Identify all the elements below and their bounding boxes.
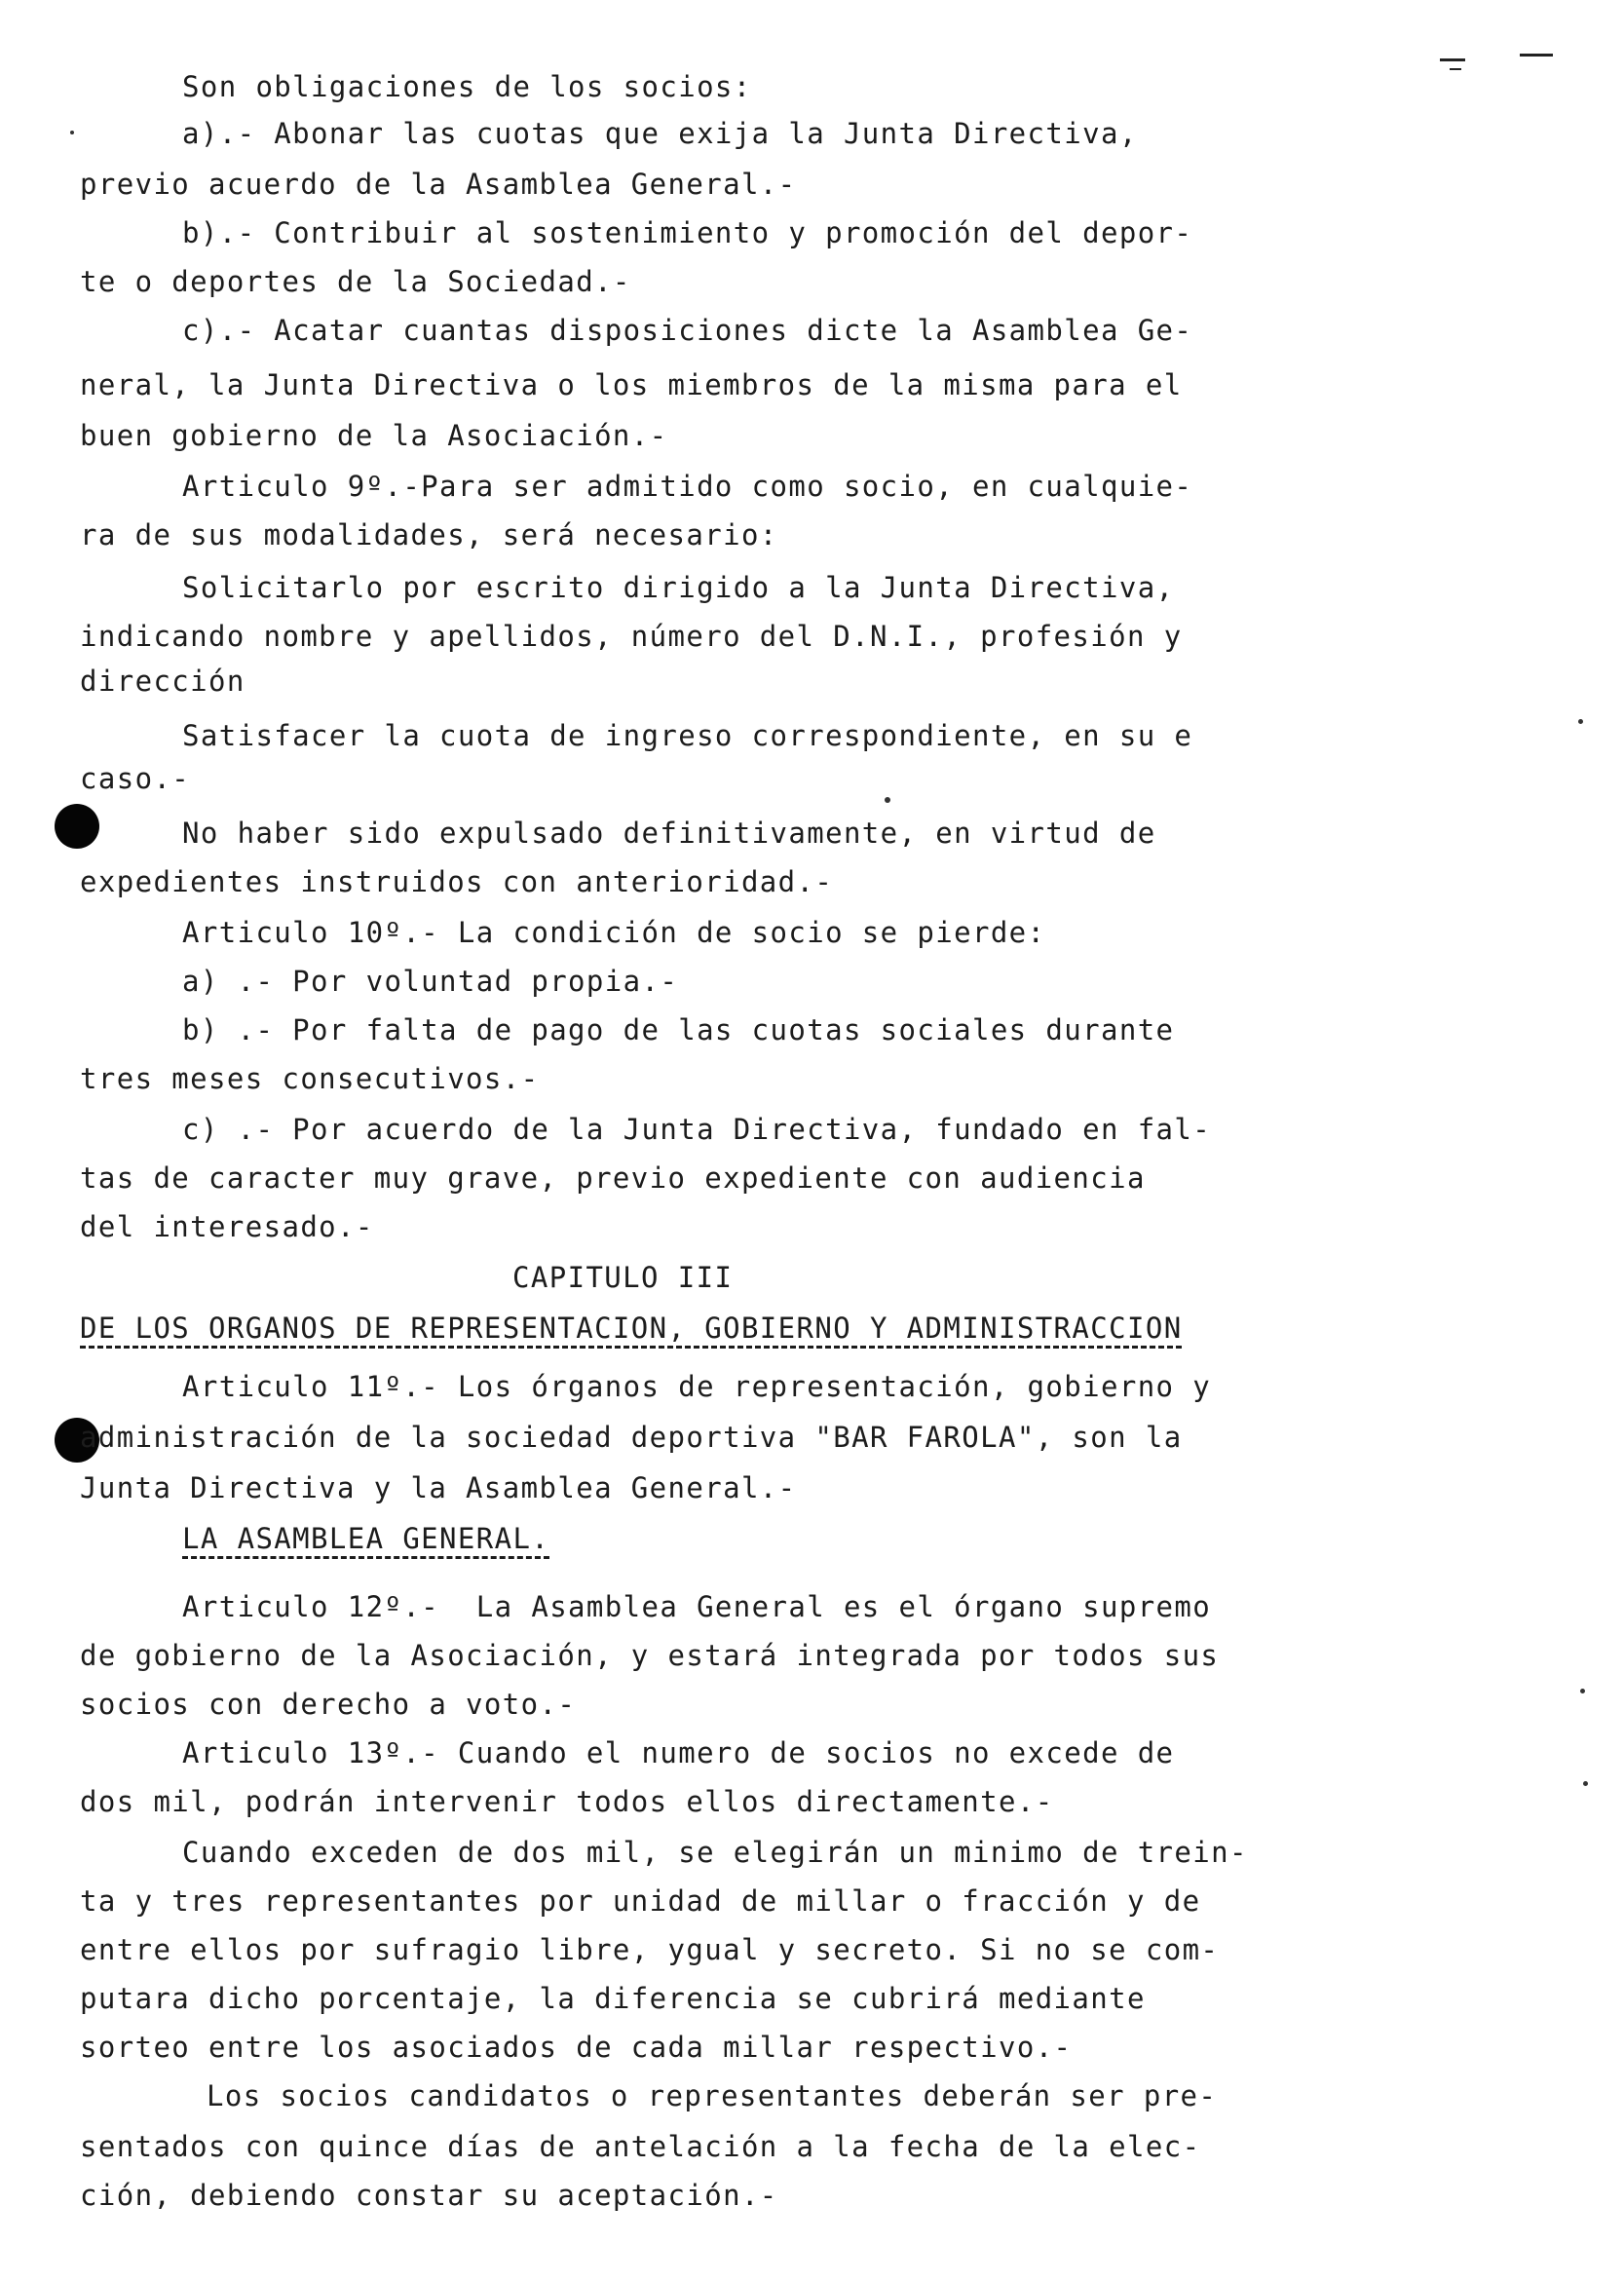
text-line: Articulo 9º.-Para ser admitido como socio, en cualquie- — [182, 470, 1193, 503]
chapter-subheading: DE LOS ORGANOS DE REPRESENTACION, GOBIERNO Y ADMINISTRACCION — [80, 1312, 1183, 1345]
text-line: Articulo 11º.- Los órganos de representación, gobierno y — [182, 1370, 1212, 1403]
text-line: Junta Directiva y la Asamblea General.- — [80, 1471, 797, 1504]
text-line: b).- Contribuir al sostenimiento y promoción del depor- — [182, 216, 1193, 249]
text-line: No haber sido expulsado definitivamente, en virtud de — [182, 817, 1156, 850]
text-line: administración de la sociedad deportiva "BAR FAROLA", son la — [80, 1421, 1183, 1454]
text-line: Solicitarlo por escrito dirigido a la Junta Directiva, — [182, 571, 1175, 604]
text-line: Los socios candidatos o representantes deberán ser pre- — [207, 2079, 1218, 2112]
text-line: neral, la Junta Directiva o los miembros de la misma para el — [80, 368, 1183, 401]
text-line: sorteo entre los asociados de cada millar respectivo.- — [80, 2031, 1073, 2064]
chapter-heading: CAPITULO III — [512, 1261, 734, 1294]
text-line: b) .- Por falta de pago de las cuotas sociales durante — [182, 1013, 1175, 1046]
text-line: c) .- Por acuerdo de la Junta Directiva, fundado en fal- — [182, 1113, 1212, 1146]
text-line: indicando nombre y apellidos, número del D.N.I., profesión y — [80, 620, 1183, 653]
text-line: tas de caracter muy grave, previo expediente con audiencia — [80, 1161, 1146, 1195]
text-line: tres meses consecutivos.- — [80, 1062, 540, 1095]
text-line: a).- Abonar las cuotas que exija la Junta Directiva, — [182, 117, 1138, 150]
margin-mark — [1440, 58, 1465, 61]
text-line: caso.- — [80, 762, 191, 795]
paper-speck — [1578, 719, 1583, 724]
paper-speck — [70, 131, 74, 134]
section-heading: LA ASAMBLEA GENERAL. — [182, 1522, 550, 1555]
paper-speck — [1580, 1689, 1585, 1693]
text-line: Articulo 12º.- La Asamblea General es el órgano supremo — [182, 1590, 1212, 1623]
text-line: del interesado.- — [80, 1210, 374, 1243]
text-line: Articulo 13º.- Cuando el numero de socios no excede de — [182, 1736, 1175, 1769]
text-line: socios con derecho a voto.- — [80, 1688, 577, 1721]
text-line: te o deportes de la Sociedad.- — [80, 265, 631, 298]
text-line: sentados con quince días de antelación a la fecha de la elec- — [80, 2130, 1201, 2163]
text-line: ra de sus modalidades, será necesario: — [80, 518, 778, 551]
text-line: dos mil, podrán intervenir todos ellos directamente.- — [80, 1785, 1054, 1818]
text-line: c).- Acatar cuantas disposiciones dicte la Asamblea Ge- — [182, 314, 1193, 347]
paper-speck — [885, 797, 890, 803]
text-line: dirección — [80, 665, 245, 698]
margin-mark — [1450, 68, 1461, 70]
text-line: ta y tres representantes por unidad de millar o fracción y de — [80, 1884, 1201, 1918]
text-line: a) .- Por voluntad propia.- — [182, 965, 679, 998]
text-line: Articulo 10º.- La condición de socio se pierde: — [182, 916, 1046, 949]
text-line: de gobierno de la Asociación, y estará integrada por todos sus — [80, 1639, 1220, 1672]
text-line: Satisfacer la cuota de ingreso correspondiente, en su e — [182, 719, 1193, 752]
text-line: expedientes instruidos con anterioridad.- — [80, 865, 834, 898]
text-line: Cuando exceden de dos mil, se elegirán un minimo de trein- — [182, 1836, 1248, 1869]
text-line: previo acuerdo de la Asamblea General.- — [80, 168, 797, 201]
text-line: ción, debiendo constar su aceptación.- — [80, 2179, 778, 2212]
margin-mark — [1520, 54, 1553, 57]
text-line: entre ellos por sufragio libre, ygual y secreto. Si no se com- — [80, 1933, 1220, 1966]
text-line: putara dicho porcentaje, la diferencia se cubrirá mediante — [80, 1982, 1146, 2015]
paper-speck — [1583, 1781, 1588, 1786]
text-line: Son obligaciones de los socios: — [182, 70, 752, 103]
punch-hole-top — [55, 804, 99, 849]
text-line: buen gobierno de la Asociación.- — [80, 419, 668, 452]
